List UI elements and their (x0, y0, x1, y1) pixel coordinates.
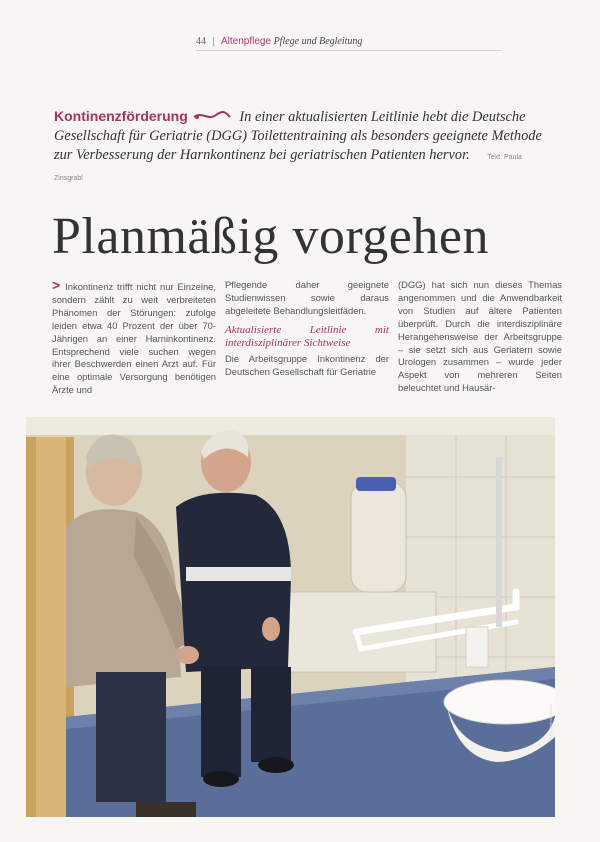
author-credit: Text: Paula Zinsgrabl (54, 154, 522, 183)
photo-credit: Foto: Werner Krüper (548, 703, 553, 740)
kicker-label: Kontinenzförderung (54, 108, 188, 124)
column-3-text: (DGG) hat sich nun dieses Themas angenommen und die Anwendbarkeit von Studien auf ältere Patienten überprüft. Durch die interdisziplinäre Herangehensweise der Arbeitsgruppe – sie setzt sich aus Geriatern sowie Urologen zusammen – wurde jeder Aspekt von mehreren Seiten beleuchtet und Hausär- (398, 279, 562, 394)
subsection-name: Pflege und Begleitung (273, 36, 363, 47)
swash-ornament-icon (192, 108, 232, 127)
chevron-right-icon: > (52, 277, 61, 293)
bathroom-scene-illustration (26, 417, 555, 817)
article-headline: Planmäßig vorgehen (52, 208, 489, 265)
page-number: 44 (196, 36, 206, 47)
text-column-1 (52, 279, 216, 397)
header-separator: | (212, 36, 215, 47)
column-2-text-top: Pflegende daher geeignete Studienwissen sowie daraus abgeleitete Behandlungsleitfäden. (225, 279, 389, 316)
intro-text: In einer aktualisierten Leitlinie hebt die Deutsche Gesellschaft für Geriatrie (DGG) Toilettentraining als besonders geeignete Methode zur Verbesserung der Harnkontinenz bei geriatrischen Patienten hervor. (54, 109, 542, 164)
text-column-2 (225, 279, 389, 379)
column-1-text: Inkontinenz trifft nicht nur Einzelne, sondern zählt zu weit verbreiteten Phänomen der Störungen: zufolge leiden etwa 40 Prozent der über 70-Jährigen an einer Harninkontinenz. Entsprechend viele suchen wegen ihrer Beschwerden einen Arzt auf. Für eine optimale Versorgung benötigen Ärzte und (52, 281, 216, 396)
header-rule (196, 50, 501, 51)
article-photo (26, 417, 555, 817)
column-2-subhead: Aktualisierte Leitlinie mit interdisziplinärer Sichtweise (225, 323, 389, 349)
section-name: Altenpflege (221, 36, 272, 47)
column-2-text-bottom: Die Arbeitsgruppe Inkontinenz der Deutschen Gesellschaft für Geriatrie (225, 352, 389, 377)
intro-paragraph (54, 107, 550, 188)
text-column-3 (398, 279, 562, 395)
running-header (196, 36, 362, 47)
